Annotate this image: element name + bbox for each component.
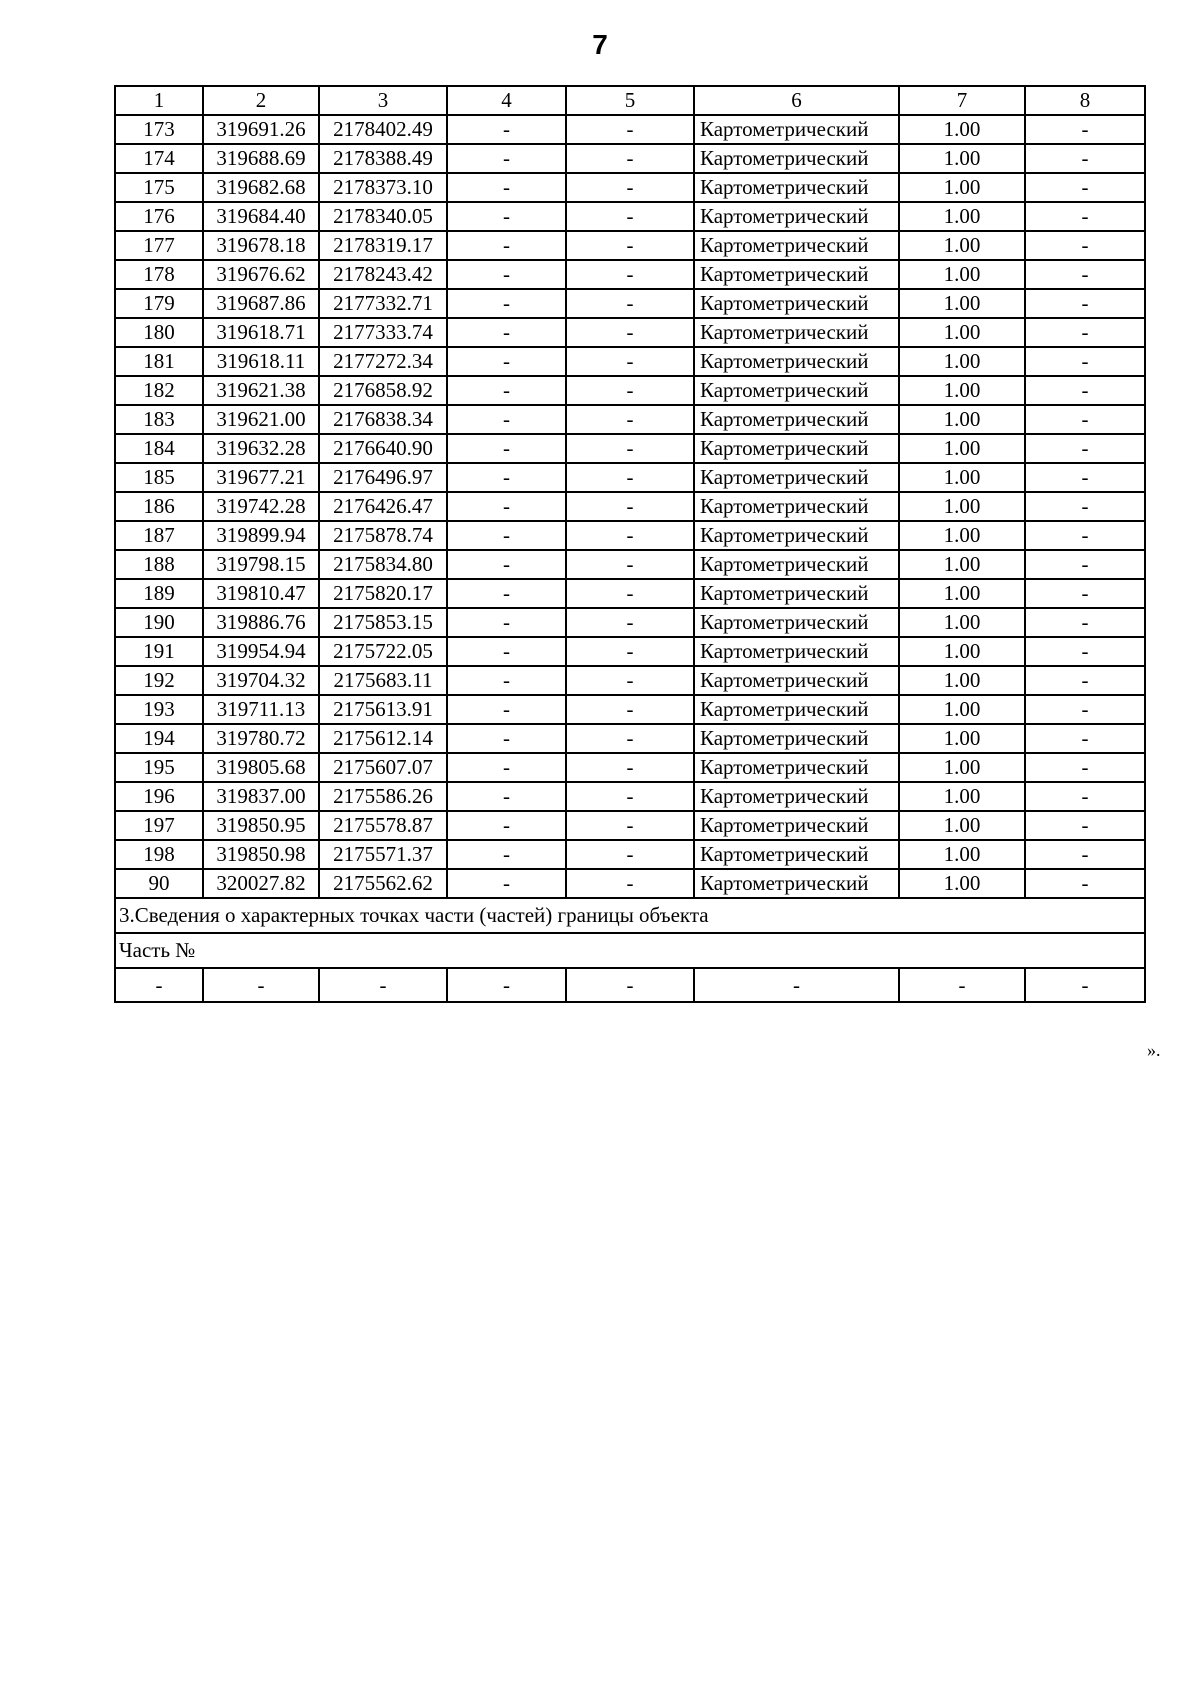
table-cell: 319682.68 bbox=[203, 173, 319, 202]
closing-quote: ». bbox=[1147, 1040, 1161, 1060]
table-cell: - bbox=[447, 202, 566, 231]
table-cell: 181 bbox=[115, 347, 203, 376]
table-cell: - bbox=[447, 434, 566, 463]
table-cell: - bbox=[1025, 608, 1145, 637]
table-cell: - bbox=[566, 173, 694, 202]
table-cell: - bbox=[566, 550, 694, 579]
method-cell: Картометрический bbox=[694, 579, 899, 608]
table-cell: 1.00 bbox=[899, 492, 1025, 521]
table-row bbox=[115, 405, 1145, 434]
table-cell: 320027.82 bbox=[203, 869, 319, 898]
table-row bbox=[115, 811, 1145, 840]
table-cell: 175 bbox=[115, 173, 203, 202]
table-cell: - bbox=[1025, 521, 1145, 550]
table-cell: 2178243.42 bbox=[319, 260, 447, 289]
header-cell: 1 bbox=[115, 86, 203, 115]
table-cell: 319632.28 bbox=[203, 434, 319, 463]
method-cell: Картометрический bbox=[694, 637, 899, 666]
method-cell: Картометрический bbox=[694, 463, 899, 492]
table-row bbox=[115, 318, 1145, 347]
table-cell: 2176640.90 bbox=[319, 434, 447, 463]
table-row bbox=[115, 260, 1145, 289]
table-cell: 188 bbox=[115, 550, 203, 579]
table-cell: - bbox=[447, 724, 566, 753]
table-cell: 319899.94 bbox=[203, 521, 319, 550]
table-cell: 1.00 bbox=[899, 231, 1025, 260]
table-cell: - bbox=[566, 579, 694, 608]
table-cell: 1.00 bbox=[899, 811, 1025, 840]
method-cell: Картометрический bbox=[694, 260, 899, 289]
table-cell: 319618.71 bbox=[203, 318, 319, 347]
table-cell: 319687.86 bbox=[203, 289, 319, 318]
table-cell: - bbox=[566, 637, 694, 666]
table-row bbox=[115, 202, 1145, 231]
table-cell: - bbox=[1025, 550, 1145, 579]
table-row bbox=[115, 376, 1145, 405]
table-cell: 1.00 bbox=[899, 724, 1025, 753]
method-cell: Картометрический bbox=[694, 144, 899, 173]
table-cell: 179 bbox=[115, 289, 203, 318]
table-cell: 1.00 bbox=[899, 608, 1025, 637]
table-cell: - bbox=[447, 637, 566, 666]
table-row bbox=[115, 463, 1145, 492]
table-cell: 190 bbox=[115, 608, 203, 637]
table-cell: 319678.18 bbox=[203, 231, 319, 260]
table-cell: - bbox=[1025, 434, 1145, 463]
dash-cell: - bbox=[115, 968, 203, 1002]
dash-cell: - bbox=[203, 968, 319, 1002]
table-cell: 1.00 bbox=[899, 202, 1025, 231]
method-cell: Картометрический bbox=[694, 840, 899, 869]
table-cell: 195 bbox=[115, 753, 203, 782]
table-cell: 319688.69 bbox=[203, 144, 319, 173]
table-body bbox=[115, 86, 1145, 1002]
table-row bbox=[115, 550, 1145, 579]
table-cell: - bbox=[447, 115, 566, 144]
table-cell: 2175878.74 bbox=[319, 521, 447, 550]
table-cell: - bbox=[1025, 579, 1145, 608]
table-row bbox=[115, 579, 1145, 608]
table-cell: 1.00 bbox=[899, 289, 1025, 318]
method-cell: Картометрический bbox=[694, 115, 899, 144]
coordinates-table bbox=[114, 85, 1146, 1003]
table-cell: 319618.11 bbox=[203, 347, 319, 376]
table-row bbox=[115, 173, 1145, 202]
table-cell: 1.00 bbox=[899, 376, 1025, 405]
table-row bbox=[115, 289, 1145, 318]
table-cell: - bbox=[447, 753, 566, 782]
table-cell: - bbox=[1025, 260, 1145, 289]
table-cell: 2178373.10 bbox=[319, 173, 447, 202]
table-cell: 1.00 bbox=[899, 840, 1025, 869]
table-cell: - bbox=[1025, 637, 1145, 666]
table-cell: 193 bbox=[115, 695, 203, 724]
method-cell: Картометрический bbox=[694, 347, 899, 376]
table-row bbox=[115, 434, 1145, 463]
table-cell: 319677.21 bbox=[203, 463, 319, 492]
table-cell: - bbox=[447, 492, 566, 521]
table-cell: - bbox=[1025, 840, 1145, 869]
table-cell: 1.00 bbox=[899, 695, 1025, 724]
table-cell: - bbox=[447, 695, 566, 724]
table-cell: - bbox=[447, 260, 566, 289]
table-cell: 1.00 bbox=[899, 260, 1025, 289]
table-cell: 183 bbox=[115, 405, 203, 434]
table-cell: 177 bbox=[115, 231, 203, 260]
header-cell: 5 bbox=[566, 86, 694, 115]
table-cell: - bbox=[1025, 869, 1145, 898]
table-row bbox=[115, 753, 1145, 782]
method-cell: Картометрический bbox=[694, 202, 899, 231]
table-cell: - bbox=[447, 521, 566, 550]
table-cell: 1.00 bbox=[899, 637, 1025, 666]
table-cell: 319850.98 bbox=[203, 840, 319, 869]
table-cell: 2175612.14 bbox=[319, 724, 447, 753]
part-dash-row bbox=[115, 968, 1145, 1002]
method-cell: Картометрический bbox=[694, 173, 899, 202]
table-cell: - bbox=[566, 115, 694, 144]
table-cell: - bbox=[566, 318, 694, 347]
table-cell: 2175571.37 bbox=[319, 840, 447, 869]
table-cell: - bbox=[566, 492, 694, 521]
table-cell: - bbox=[566, 840, 694, 869]
table-cell: 319850.95 bbox=[203, 811, 319, 840]
table-cell: - bbox=[566, 144, 694, 173]
section-title-row bbox=[115, 898, 1145, 933]
table-cell: - bbox=[447, 144, 566, 173]
table-cell: 2176426.47 bbox=[319, 492, 447, 521]
table-cell: 2175820.17 bbox=[319, 579, 447, 608]
method-cell: Картометрический bbox=[694, 521, 899, 550]
table-cell: 319798.15 bbox=[203, 550, 319, 579]
table-cell: 1.00 bbox=[899, 347, 1025, 376]
table-cell: 182 bbox=[115, 376, 203, 405]
table-cell: - bbox=[566, 463, 694, 492]
table-cell: 2175578.87 bbox=[319, 811, 447, 840]
table-cell: 2175586.26 bbox=[319, 782, 447, 811]
table-cell: 2178388.49 bbox=[319, 144, 447, 173]
table-cell: - bbox=[447, 579, 566, 608]
table-cell: - bbox=[566, 521, 694, 550]
table-cell: - bbox=[1025, 463, 1145, 492]
method-cell: Картометрический bbox=[694, 782, 899, 811]
dash-cell: - bbox=[319, 968, 447, 1002]
table-cell: 178 bbox=[115, 260, 203, 289]
header-cell: 2 bbox=[203, 86, 319, 115]
table-cell: - bbox=[447, 840, 566, 869]
method-cell: Картометрический bbox=[694, 869, 899, 898]
table-cell: 319621.00 bbox=[203, 405, 319, 434]
table-cell: 2176838.34 bbox=[319, 405, 447, 434]
table-cell: 319621.38 bbox=[203, 376, 319, 405]
page-number: 7 bbox=[592, 29, 608, 60]
table-cell: - bbox=[566, 869, 694, 898]
method-cell: Картометрический bbox=[694, 550, 899, 579]
table-cell: - bbox=[1025, 782, 1145, 811]
table-cell: - bbox=[447, 318, 566, 347]
table-cell: 198 bbox=[115, 840, 203, 869]
table-cell: 194 bbox=[115, 724, 203, 753]
method-cell: Картометрический bbox=[694, 695, 899, 724]
table-cell: - bbox=[1025, 492, 1145, 521]
table-cell: 1.00 bbox=[899, 434, 1025, 463]
table-row bbox=[115, 869, 1145, 898]
table-cell: 1.00 bbox=[899, 405, 1025, 434]
table-cell: 189 bbox=[115, 579, 203, 608]
table-cell: 2175607.07 bbox=[319, 753, 447, 782]
method-cell: Картометрический bbox=[694, 231, 899, 260]
table-row bbox=[115, 840, 1145, 869]
table-cell: - bbox=[566, 753, 694, 782]
table-cell: 191 bbox=[115, 637, 203, 666]
table-row bbox=[115, 347, 1145, 376]
method-cell: Картометрический bbox=[694, 724, 899, 753]
table-cell: 1.00 bbox=[899, 753, 1025, 782]
table-cell: - bbox=[1025, 115, 1145, 144]
table-cell: - bbox=[1025, 144, 1145, 173]
table-cell: - bbox=[1025, 695, 1145, 724]
method-cell: Картометрический bbox=[694, 492, 899, 521]
method-cell: Картометрический bbox=[694, 376, 899, 405]
table-cell: - bbox=[566, 782, 694, 811]
dash-cell: - bbox=[1025, 968, 1145, 1002]
table-cell: 2178340.05 bbox=[319, 202, 447, 231]
table-row bbox=[115, 724, 1145, 753]
table-cell: 2175834.80 bbox=[319, 550, 447, 579]
header-cell: 3 bbox=[319, 86, 447, 115]
table-cell: - bbox=[566, 260, 694, 289]
table-cell: 2176496.97 bbox=[319, 463, 447, 492]
table-cell: 2175613.91 bbox=[319, 695, 447, 724]
table-cell: 187 bbox=[115, 521, 203, 550]
table-header-row bbox=[115, 86, 1145, 115]
table-cell: 319684.40 bbox=[203, 202, 319, 231]
table-row bbox=[115, 115, 1145, 144]
table-cell: - bbox=[1025, 173, 1145, 202]
table-row bbox=[115, 608, 1145, 637]
table-cell: 173 bbox=[115, 115, 203, 144]
table-cell: 1.00 bbox=[899, 869, 1025, 898]
table-cell: - bbox=[447, 347, 566, 376]
header-cell: 4 bbox=[447, 86, 566, 115]
table-row bbox=[115, 492, 1145, 521]
table-cell: 319742.28 bbox=[203, 492, 319, 521]
table-cell: - bbox=[447, 289, 566, 318]
table-cell: 319780.72 bbox=[203, 724, 319, 753]
table-cell: - bbox=[447, 173, 566, 202]
table-cell: - bbox=[1025, 811, 1145, 840]
table-cell: - bbox=[447, 231, 566, 260]
table-cell: 197 bbox=[115, 811, 203, 840]
table-cell: - bbox=[1025, 318, 1145, 347]
header-cell: 6 bbox=[694, 86, 899, 115]
table-cell: 1.00 bbox=[899, 666, 1025, 695]
method-cell: Картометрический bbox=[694, 753, 899, 782]
table-cell: 319676.62 bbox=[203, 260, 319, 289]
table-cell: 2177332.71 bbox=[319, 289, 447, 318]
table-cell: 319691.26 bbox=[203, 115, 319, 144]
table-row bbox=[115, 666, 1145, 695]
method-cell: Картометрический bbox=[694, 318, 899, 347]
table-cell: - bbox=[1025, 724, 1145, 753]
table-cell: 1.00 bbox=[899, 463, 1025, 492]
part-label: Часть № bbox=[115, 933, 1145, 968]
header-cell: 7 bbox=[899, 86, 1025, 115]
table-cell: 196 bbox=[115, 782, 203, 811]
table-cell: 1.00 bbox=[899, 318, 1025, 347]
table-cell: - bbox=[447, 811, 566, 840]
table-cell: - bbox=[1025, 347, 1145, 376]
table-cell: 1.00 bbox=[899, 782, 1025, 811]
table-cell: 90 bbox=[115, 869, 203, 898]
part-label-row bbox=[115, 933, 1145, 968]
table-cell: 319805.68 bbox=[203, 753, 319, 782]
method-cell: Картометрический bbox=[694, 608, 899, 637]
table-cell: 319810.47 bbox=[203, 579, 319, 608]
table-cell: - bbox=[447, 782, 566, 811]
table-cell: - bbox=[566, 666, 694, 695]
table-cell: - bbox=[447, 608, 566, 637]
method-cell: Картометрический bbox=[694, 289, 899, 318]
dash-cell: - bbox=[566, 968, 694, 1002]
table-cell: 2175683.11 bbox=[319, 666, 447, 695]
table-cell: 2175853.15 bbox=[319, 608, 447, 637]
table-cell: - bbox=[566, 405, 694, 434]
table-cell: 2176858.92 bbox=[319, 376, 447, 405]
table-row bbox=[115, 231, 1145, 260]
header-cell: 8 bbox=[1025, 86, 1145, 115]
table-cell: 1.00 bbox=[899, 115, 1025, 144]
table-cell: 186 bbox=[115, 492, 203, 521]
table-cell: 192 bbox=[115, 666, 203, 695]
table-cell: - bbox=[566, 289, 694, 318]
method-cell: Картометрический bbox=[694, 666, 899, 695]
table-cell: - bbox=[566, 347, 694, 376]
table-cell: - bbox=[447, 666, 566, 695]
section-title: 3.Сведения о характерных точках части (частей) границы объекта bbox=[115, 898, 1145, 933]
table-cell: - bbox=[447, 405, 566, 434]
method-cell: Картометрический bbox=[694, 405, 899, 434]
table-cell: 319886.76 bbox=[203, 608, 319, 637]
table-cell: - bbox=[566, 231, 694, 260]
method-cell: Картометрический bbox=[694, 811, 899, 840]
table-cell: - bbox=[1025, 376, 1145, 405]
table-cell: 1.00 bbox=[899, 550, 1025, 579]
table-cell: 319711.13 bbox=[203, 695, 319, 724]
table-cell: 2177272.34 bbox=[319, 347, 447, 376]
table-cell: - bbox=[566, 202, 694, 231]
table-cell: - bbox=[566, 724, 694, 753]
table-cell: - bbox=[447, 550, 566, 579]
table-cell: - bbox=[566, 434, 694, 463]
table-row bbox=[115, 695, 1145, 724]
table-cell: - bbox=[566, 376, 694, 405]
table-cell: 2177333.74 bbox=[319, 318, 447, 347]
table-cell: - bbox=[1025, 405, 1145, 434]
table-row bbox=[115, 144, 1145, 173]
table-cell: - bbox=[1025, 666, 1145, 695]
table-cell: - bbox=[1025, 231, 1145, 260]
table-cell: 184 bbox=[115, 434, 203, 463]
table-cell: 176 bbox=[115, 202, 203, 231]
table-cell: - bbox=[1025, 202, 1145, 231]
table-cell: 174 bbox=[115, 144, 203, 173]
table-row bbox=[115, 637, 1145, 666]
table-cell: 2175722.05 bbox=[319, 637, 447, 666]
table-row bbox=[115, 521, 1145, 550]
table-cell: - bbox=[1025, 753, 1145, 782]
dash-cell: - bbox=[447, 968, 566, 1002]
table-cell: - bbox=[447, 463, 566, 492]
table-cell: 2178319.17 bbox=[319, 231, 447, 260]
table-cell: 1.00 bbox=[899, 579, 1025, 608]
table-cell: 1.00 bbox=[899, 144, 1025, 173]
table-cell: 1.00 bbox=[899, 521, 1025, 550]
method-cell: Картометрический bbox=[694, 434, 899, 463]
table-cell: 2175562.62 bbox=[319, 869, 447, 898]
table-cell: 180 bbox=[115, 318, 203, 347]
table-cell: 185 bbox=[115, 463, 203, 492]
table-cell: - bbox=[447, 869, 566, 898]
table-cell: - bbox=[566, 811, 694, 840]
table-row bbox=[115, 782, 1145, 811]
dash-cell: - bbox=[899, 968, 1025, 1002]
table-cell: 1.00 bbox=[899, 173, 1025, 202]
table-cell: 319704.32 bbox=[203, 666, 319, 695]
table-cell: 2178402.49 bbox=[319, 115, 447, 144]
table-cell: - bbox=[566, 695, 694, 724]
table-cell: 319837.00 bbox=[203, 782, 319, 811]
table-cell: - bbox=[447, 376, 566, 405]
dash-cell: - bbox=[694, 968, 899, 1002]
table-cell: - bbox=[566, 608, 694, 637]
table-cell: 319954.94 bbox=[203, 637, 319, 666]
table-cell: - bbox=[1025, 289, 1145, 318]
